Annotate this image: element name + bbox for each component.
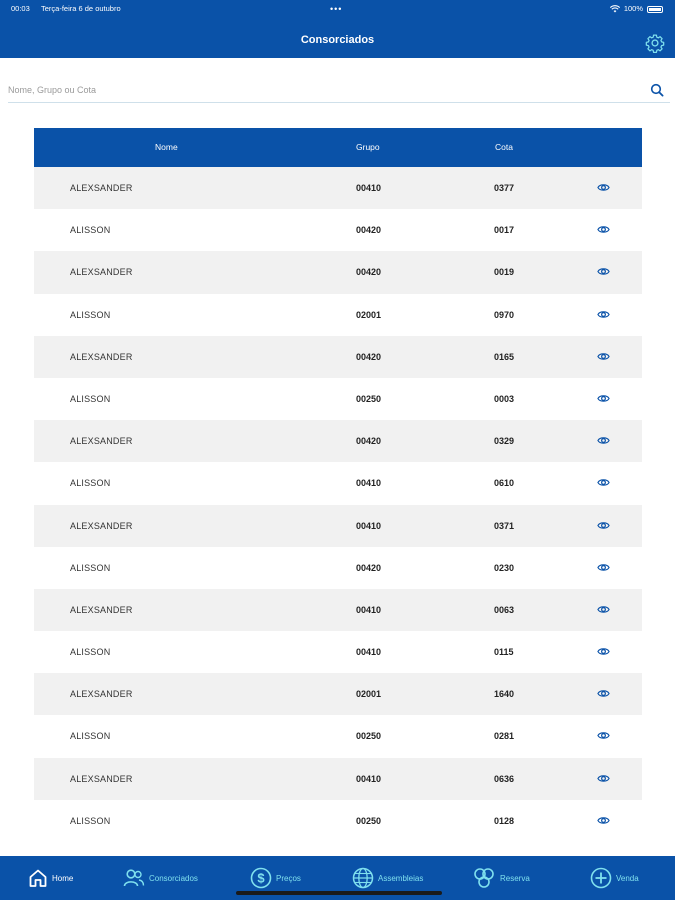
cell-cota: 1640: [494, 689, 515, 700]
view-eye-icon[interactable]: [597, 561, 610, 576]
cell-nome: ALISSON: [70, 562, 111, 573]
cell-grupo: 00250: [356, 815, 382, 826]
cell-grupo: 02001: [356, 689, 382, 700]
cell-grupo: 00410: [356, 520, 382, 531]
table-row[interactable]: [34, 758, 642, 800]
view-eye-icon[interactable]: [597, 814, 610, 829]
cell-grupo: 00410: [356, 773, 382, 784]
cell-cota: 0329: [494, 436, 515, 447]
tab-consorciados[interactable]: [123, 856, 198, 900]
top-navigation-bar: [0, 0, 675, 58]
cell-nome: ALISSON: [70, 478, 111, 489]
cell-nome: ALISSON: [70, 225, 111, 236]
tab-assembleias-label: Assembleias: [378, 873, 424, 883]
tab-reserva[interactable]: [472, 856, 530, 900]
cell-grupo: 00420: [356, 267, 382, 278]
plus-icon: [590, 867, 612, 889]
cell-grupo: 00410: [356, 478, 382, 489]
cell-cota: 0115: [494, 647, 514, 658]
view-eye-icon[interactable]: [597, 223, 610, 238]
view-eye-icon[interactable]: [597, 687, 610, 702]
cell-cota: 0636: [494, 773, 515, 784]
cell-nome: ALEXSANDER: [70, 183, 133, 193]
battery-percent: 100%: [623, 4, 643, 13]
cell-cota: 0371: [494, 520, 515, 531]
cell-grupo: 00250: [356, 731, 382, 742]
view-eye-icon[interactable]: [597, 434, 610, 449]
battery-icon: [647, 6, 663, 13]
table-row[interactable]: [34, 589, 642, 631]
table-row[interactable]: [34, 336, 642, 378]
wifi-icon: [610, 5, 620, 13]
view-eye-icon[interactable]: [597, 350, 610, 365]
users-icon: [123, 868, 145, 888]
cell-cota: 0230: [494, 562, 515, 573]
cell-cota: 0610: [494, 478, 515, 489]
cell-nome: ALEXSANDER: [70, 520, 133, 531]
page-title: Consorciados: [300, 34, 375, 46]
table-row[interactable]: [34, 378, 642, 420]
cell-grupo: 00420: [356, 436, 382, 447]
table-row[interactable]: [34, 167, 642, 209]
table-row[interactable]: [34, 631, 642, 673]
cell-grupo: 00420: [356, 562, 382, 573]
dollar-icon: [250, 867, 272, 889]
settings-gear-icon[interactable]: [645, 33, 665, 53]
table-row[interactable]: [34, 505, 642, 547]
table-row[interactable]: [34, 547, 642, 589]
table-row[interactable]: [34, 209, 642, 251]
view-eye-icon[interactable]: [597, 645, 610, 660]
cell-nome: ALISSON: [70, 309, 111, 320]
search-icon[interactable]: [650, 83, 664, 102]
view-eye-icon[interactable]: [597, 476, 610, 491]
table-row[interactable]: [34, 294, 642, 336]
status-time: 00:03: [11, 4, 30, 13]
cell-nome: ALISSON: [70, 647, 111, 658]
cell-nome: ALISSON: [70, 815, 111, 826]
table-row[interactable]: [34, 251, 642, 293]
tab-venda[interactable]: [590, 856, 639, 900]
cell-grupo: 02001: [356, 309, 382, 320]
cell-nome: ALEXSANDER: [70, 436, 133, 447]
cell-nome: ALEXSANDER: [70, 689, 133, 700]
cell-nome: ALISSON: [70, 393, 111, 404]
home-icon: [28, 868, 48, 888]
tab-home-label: Home: [52, 873, 74, 883]
cell-grupo: 00410: [356, 647, 382, 658]
tab-venda-label: Venda: [616, 873, 639, 883]
cell-cota: 0017: [494, 225, 515, 236]
view-eye-icon[interactable]: [597, 392, 610, 407]
table-row[interactable]: [34, 800, 642, 842]
multitask-dots[interactable]: •••: [330, 4, 343, 14]
cell-grupo: 00410: [356, 604, 382, 615]
cell-cota: 0128: [494, 815, 515, 826]
status-bar: [0, 0, 675, 18]
cell-cota: 0003: [494, 393, 515, 404]
cell-nome: ALISSON: [70, 731, 111, 742]
view-eye-icon[interactable]: [597, 603, 610, 618]
column-header-cota: Cota: [495, 142, 513, 152]
cell-cota: 0019: [494, 267, 515, 278]
tab-home[interactable]: [28, 856, 73, 900]
cell-nome: ALEXSANDER: [70, 351, 133, 362]
cell-grupo: 00420: [356, 225, 382, 236]
tab-consorciados-label: Consorciados: [149, 873, 198, 883]
table-header: [34, 128, 642, 167]
cell-nome: ALEXSANDER: [70, 604, 133, 615]
table-row[interactable]: [34, 462, 642, 504]
cell-grupo: 00250: [356, 393, 382, 404]
status-right: [610, 0, 663, 18]
view-eye-icon[interactable]: [597, 265, 610, 280]
cell-grupo: 00410: [356, 183, 382, 193]
column-header-nome: Nome: [155, 142, 178, 152]
home-indicator[interactable]: [236, 891, 442, 895]
table-row[interactable]: [34, 715, 642, 757]
search-input[interactable]: [8, 82, 628, 98]
cell-cota: 0970: [494, 309, 515, 320]
cell-cota: 0377: [494, 183, 515, 193]
view-eye-icon[interactable]: [597, 729, 610, 744]
consorciados-table: [34, 128, 642, 842]
cell-cota: 0165: [494, 351, 515, 362]
cell-cota: 0281: [494, 731, 515, 742]
svg-text:$: $: [257, 870, 265, 886]
view-eye-icon[interactable]: [597, 308, 610, 323]
globe-icon: [352, 867, 374, 889]
table-row[interactable]: [34, 673, 642, 715]
tab-precos-label: Preços: [276, 873, 301, 883]
cell-nome: ALEXSANDER: [70, 267, 133, 278]
cell-nome: ALEXSANDER: [70, 773, 133, 784]
cell-grupo: 00420: [356, 351, 382, 362]
search-bar: [8, 80, 670, 103]
reserve-icon: [472, 867, 496, 889]
column-header-grupo: Grupo: [356, 142, 380, 152]
tab-reserva-label: Reserva: [500, 873, 530, 883]
view-eye-icon[interactable]: [597, 181, 610, 196]
view-eye-icon[interactable]: [597, 519, 610, 534]
table-row[interactable]: [34, 420, 642, 462]
view-eye-icon[interactable]: [597, 772, 610, 787]
status-date: Terça-feira 6 de outubro: [41, 4, 121, 13]
table-body: [34, 167, 642, 842]
cell-cota: 0063: [494, 604, 515, 615]
